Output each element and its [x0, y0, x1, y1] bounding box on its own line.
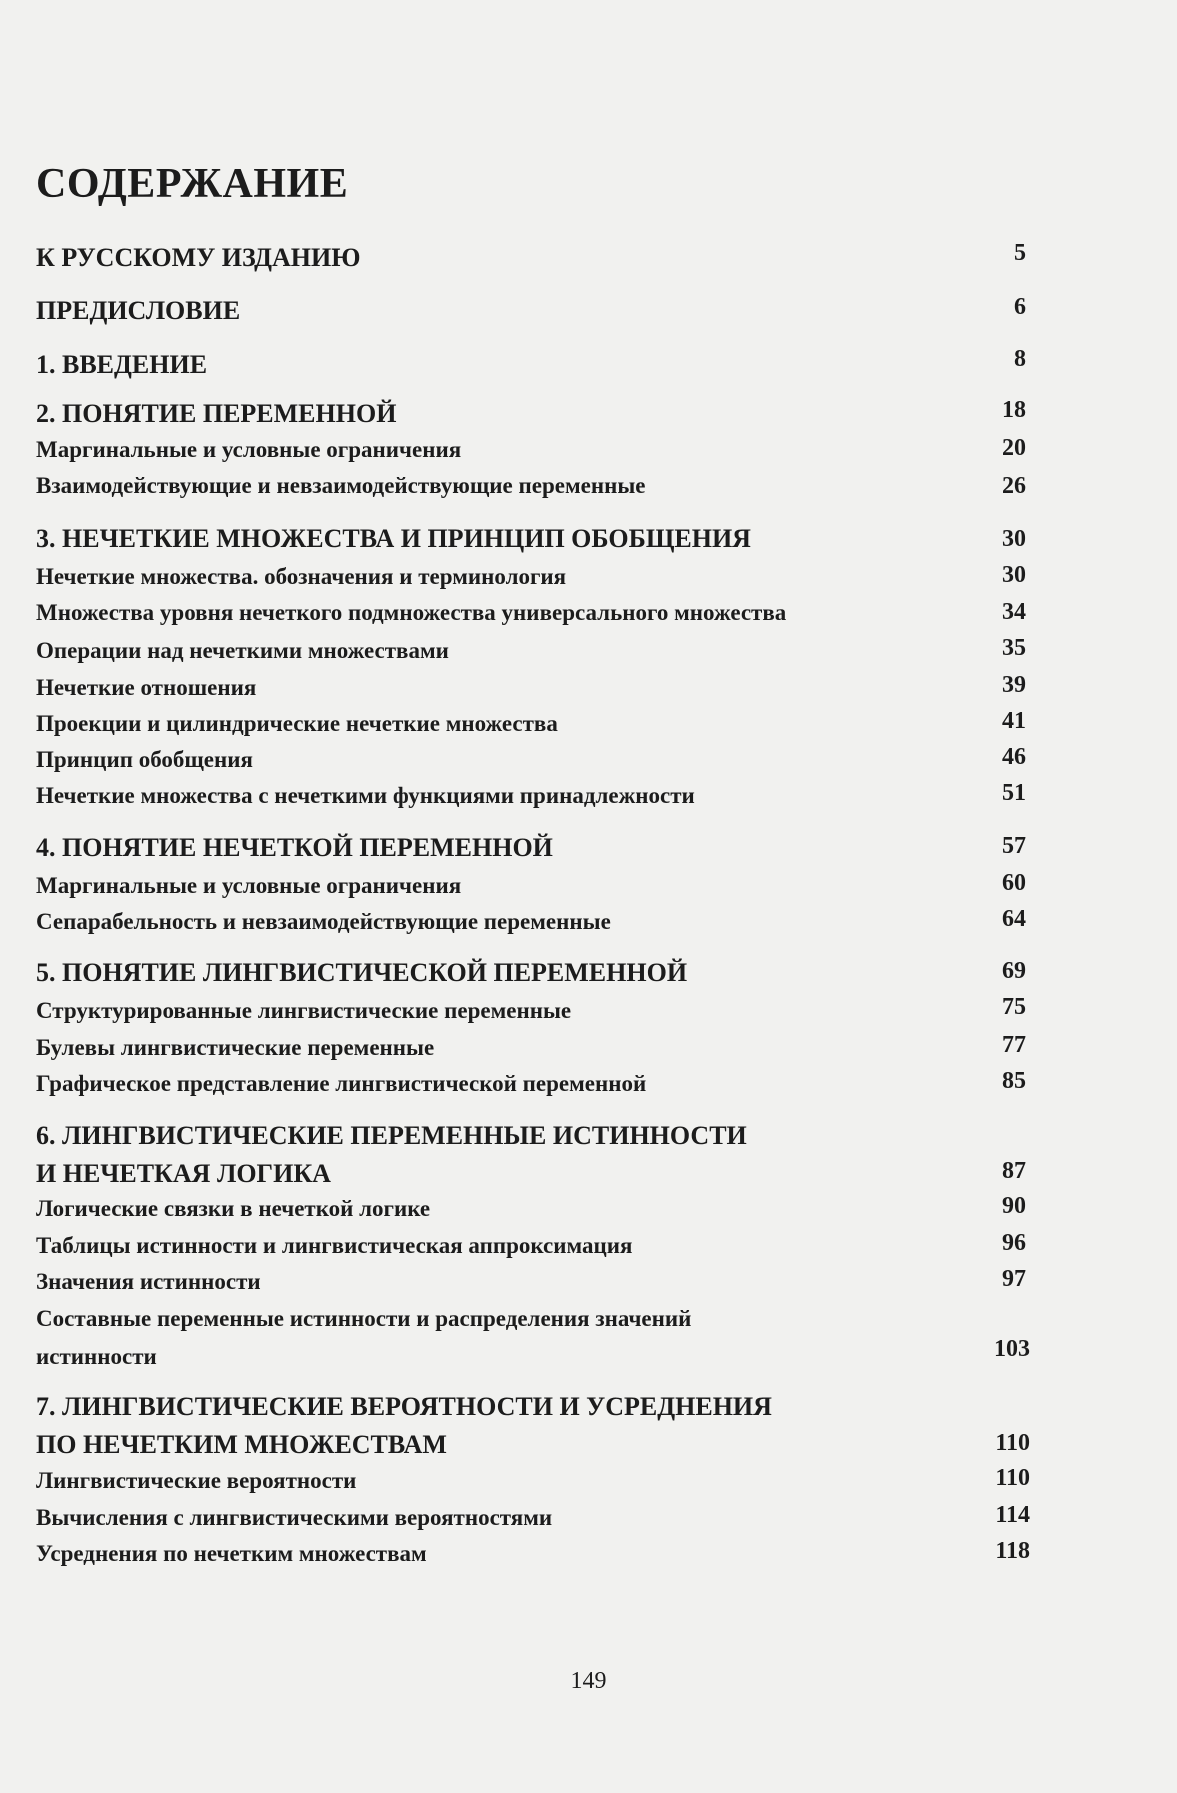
toc-entry-text: Нечеткие множества с нечеткими функциями принадлежности: [36, 783, 695, 808]
toc-entry-text: 4. ПОНЯТИЕ НЕЧЕТКОЙ ПЕРЕМЕННОЙ: [36, 833, 553, 862]
toc-entry-text: Операции над нечеткими множествами: [36, 638, 449, 663]
toc-entry-text: Принцип обобщения: [36, 747, 253, 772]
toc-entry-page: 18: [1002, 397, 1026, 423]
toc-entry-text: 7. ЛИНГВИСТИЧЕСКИЕ ВЕРОЯТНОСТИ И УСРЕДНЕНИЯ: [36, 1392, 772, 1421]
toc-title: СОДЕРЖАНИЕ: [36, 161, 349, 207]
toc-entry-text: 2. ПОНЯТИЕ ПЕРЕМЕННОЙ: [36, 399, 397, 428]
toc-entry-page: 60: [1002, 870, 1026, 896]
toc-entry-page: 26: [1002, 473, 1026, 499]
toc-entry-page: 114: [995, 1502, 1030, 1528]
toc-entry-page: 39: [1002, 672, 1026, 698]
toc-entry-text: Взаимодействующие и невзаимодействующие переменные: [36, 473, 646, 498]
toc-entry-text: Структурированные лингвистические переменные: [36, 998, 572, 1023]
toc-entry-page: 6: [1014, 294, 1026, 320]
toc-entry-page: 69: [1002, 958, 1026, 984]
toc-entry-text: Составные переменные истинности и распределения значений: [36, 1306, 692, 1331]
toc-entry-page: 8: [1014, 346, 1026, 372]
toc-entry-text: Вычисления с лингвистическими вероятностями: [36, 1505, 553, 1530]
toc-entry-text: Усреднения по нечетким множествам: [36, 1541, 427, 1566]
toc-entry-text: Нечеткие отношения: [36, 675, 257, 700]
toc-entry-page: 20: [1002, 435, 1026, 461]
toc-entry-page: 96: [1002, 1230, 1026, 1256]
toc-entry-text: Логические связки в нечеткой логике: [36, 1196, 431, 1221]
toc-entry-page: 77: [1002, 1032, 1026, 1058]
toc-entry-page: 41: [1002, 708, 1026, 734]
toc-entry-text: Маргинальные и условные ограничения: [36, 873, 462, 898]
toc-entry-page: 75: [1002, 994, 1026, 1020]
toc-entry-page: 34: [1002, 599, 1026, 625]
toc-entry-text: 1. ВВЕДЕНИЕ: [36, 350, 208, 379]
toc-entry-text: Сепарабельность и невзаимодействующие переменные: [36, 909, 611, 934]
toc-entry-page: 90: [1002, 1193, 1026, 1219]
toc-entry-text: И НЕЧЕТКАЯ ЛОГИКА: [36, 1159, 331, 1188]
toc-entry-page: 51: [1002, 780, 1026, 806]
toc-entry-page: 110: [995, 1465, 1030, 1491]
toc-entry-text: Лингвистические вероятности: [36, 1468, 357, 1493]
toc-entry-page: 35: [1002, 635, 1026, 661]
toc-entry-page: 30: [1002, 526, 1026, 552]
toc-entry-page: 5: [1014, 240, 1026, 266]
toc-entry-text: Графическое представление лингвистической переменной: [36, 1071, 647, 1096]
toc-entry-text: Булевы лингвистические переменные: [36, 1035, 435, 1060]
toc-entry-text: К РУССКОМУ ИЗДАНИЮ: [36, 243, 361, 272]
toc-entry-page: 64: [1002, 906, 1026, 932]
toc-entry-page: 110: [995, 1430, 1030, 1456]
page-number: 149: [570, 1668, 607, 1694]
toc-entry-page: 103: [994, 1336, 1030, 1362]
toc-entry-text: ПО НЕЧЕТКИМ МНОЖЕСТВАМ: [36, 1430, 447, 1459]
toc-entry-page: 87: [1002, 1158, 1026, 1184]
toc-entry-text: Значения истинности: [36, 1269, 261, 1294]
toc-entry-page: 46: [1002, 744, 1026, 770]
toc-entry-text: 6. ЛИНГВИСТИЧЕСКИЕ ПЕРЕМЕННЫЕ ИСТИННОСТИ: [36, 1121, 747, 1150]
toc-entry-text: истинности: [36, 1344, 157, 1369]
toc-entry-page: 97: [1002, 1266, 1026, 1292]
toc-entry-text: 3. НЕЧЕТКИЕ МНОЖЕСТВА И ПРИНЦИП ОБОБЩЕНИЯ: [36, 524, 751, 553]
toc-entry-page: 118: [995, 1538, 1030, 1564]
toc-entry-text: 5. ПОНЯТИЕ ЛИНГВИСТИЧЕСКОЙ ПЕРЕМЕННОЙ: [36, 958, 688, 987]
toc-entry-page: 30: [1002, 562, 1026, 588]
toc-entry-text: ПРЕДИСЛОВИЕ: [36, 296, 241, 325]
toc-entry-text: Нечеткие множества. обозначения и терминология: [36, 564, 567, 589]
toc-entry-text: Множества уровня нечеткого подмножества универсального множества: [36, 600, 787, 625]
toc-entry-text: Таблицы истинности и лингвистическая аппроксимация: [36, 1233, 633, 1258]
toc-entry-text: Маргинальные и условные ограничения: [36, 437, 462, 462]
toc-entry-text: Проекции и цилиндрические нечеткие множества: [36, 711, 558, 736]
toc-entry-page: 57: [1002, 833, 1026, 859]
toc-entry-page: 85: [1002, 1068, 1026, 1094]
